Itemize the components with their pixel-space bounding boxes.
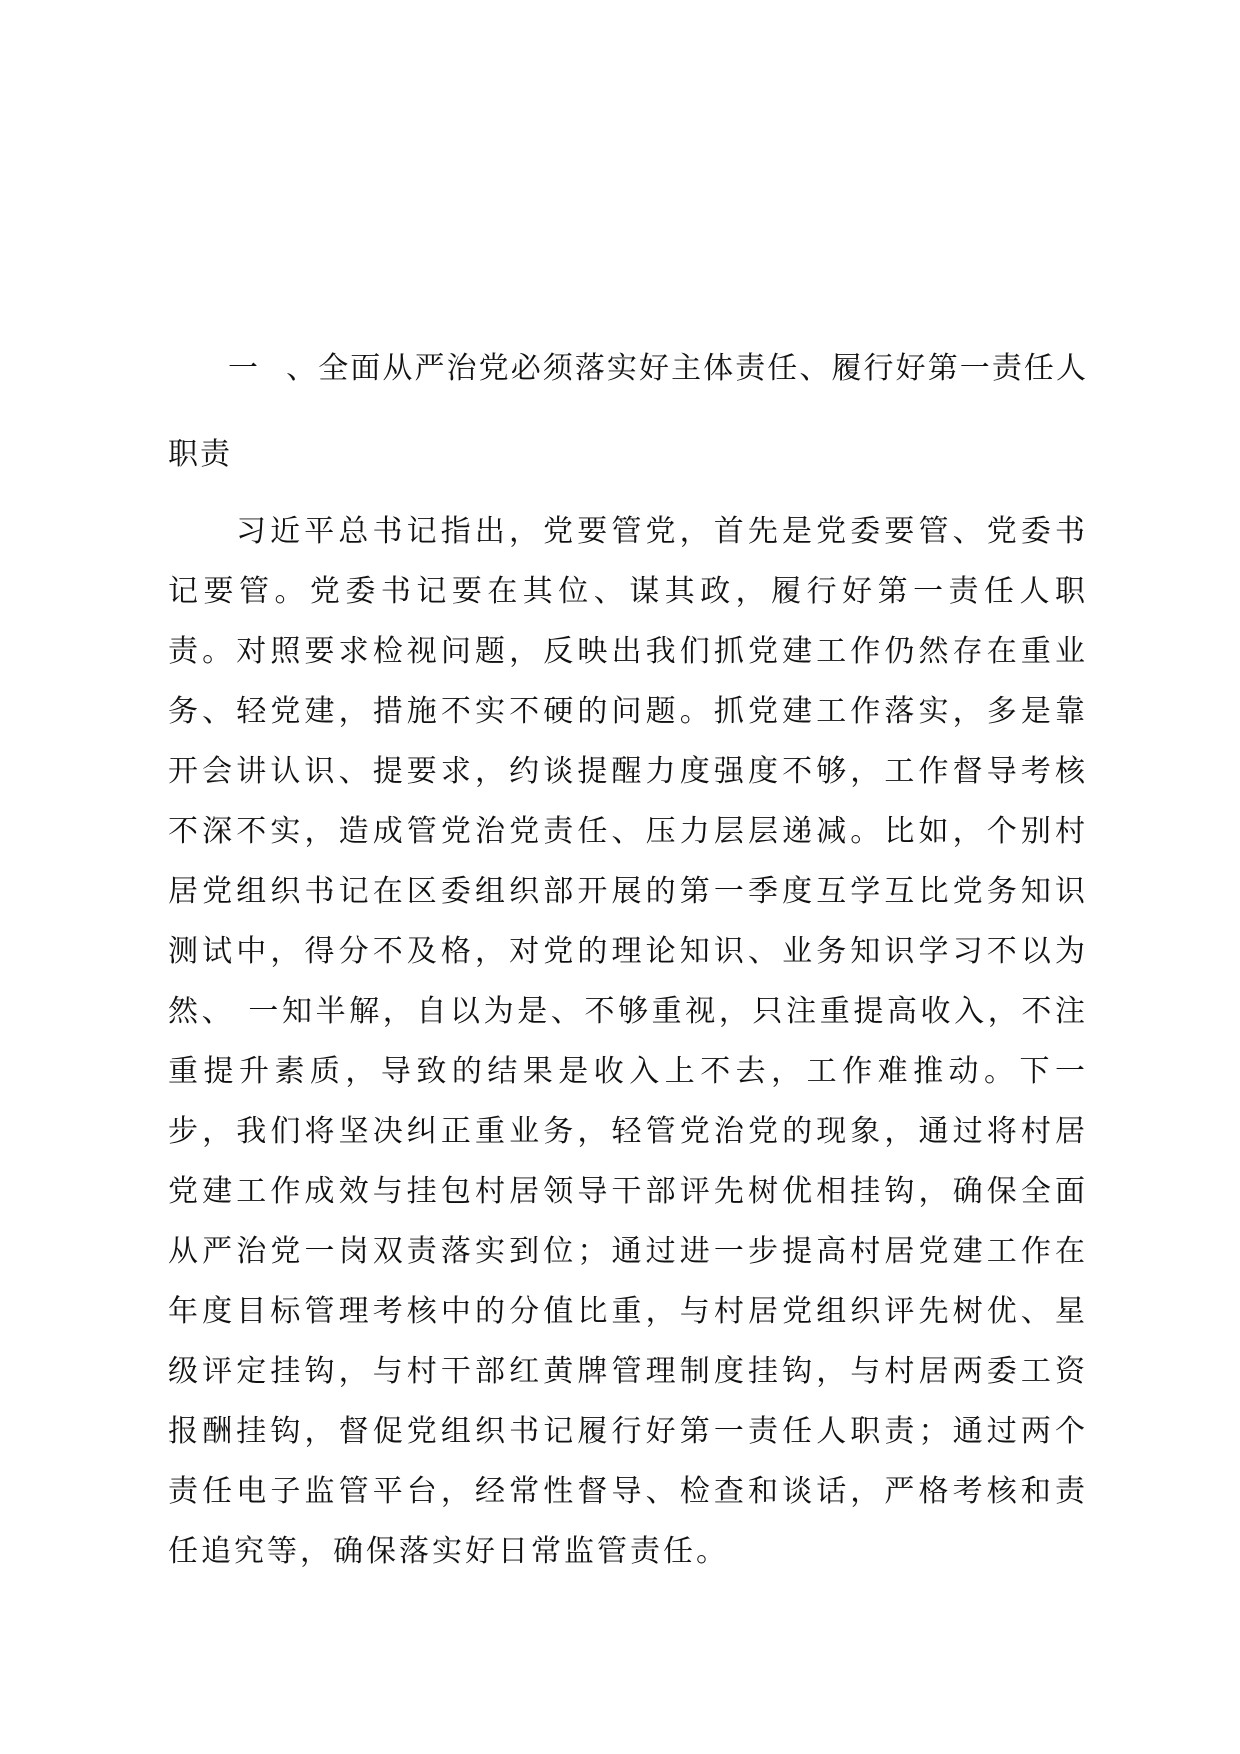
body-paragraph: 习近平总书记指出，党要管党，首先是党委要管、党委书记要管。党委书记要在其位、谋其政，履行好第一责任人职责。对照要求检视问题，反映出我们抓党建工作仍然存在重业务、轻党建，措施不实不硬的问题。抓党建工作落实，多是靠开会讲认识、提要求，约谈提醒力度强度不够，工作督导考核不深不实，造成管党治党责任、压力层层递减。比如，个别村居党组织书记在区委组织部开展的第一季度互学互比党务知识测试中，得分不及格，对党的理论知识、业务知识学习不以为然、 一知半解，自以为是、不够重视，只注重提高收入，不注重提升素质，导致的结果是收入上不去，工作难推动。下一步，我们将坚决纠正重业务，轻管党治党的现象，通过将村居党建工作成效与挂包村居领导干部评先树优相挂钩，确保全面从严治党一岗双责落实到位；通过进一步提高村居党建工作在年度目标管理考核中的分值比重，与村居党组织评先树优、星级评定挂钩，与村干部红黄牌管理制度挂钩，与村居两委工资报酬挂钩，督促党组织书记履行好第一责任人职责；通过两个责任电子监管平台，经常性督导、检查和谈话，严格考核和责任追究等，确保落实好日常监管责任。 <box>168 514 1088 1569</box>
section-heading-text: 、全面从严治党必须落实好主体责任、履行好第一责任人职责 <box>168 351 1089 472</box>
section-heading <box>168 326 1088 498</box>
section-heading-number: 一 <box>228 351 261 386</box>
document-content <box>168 326 1088 1582</box>
